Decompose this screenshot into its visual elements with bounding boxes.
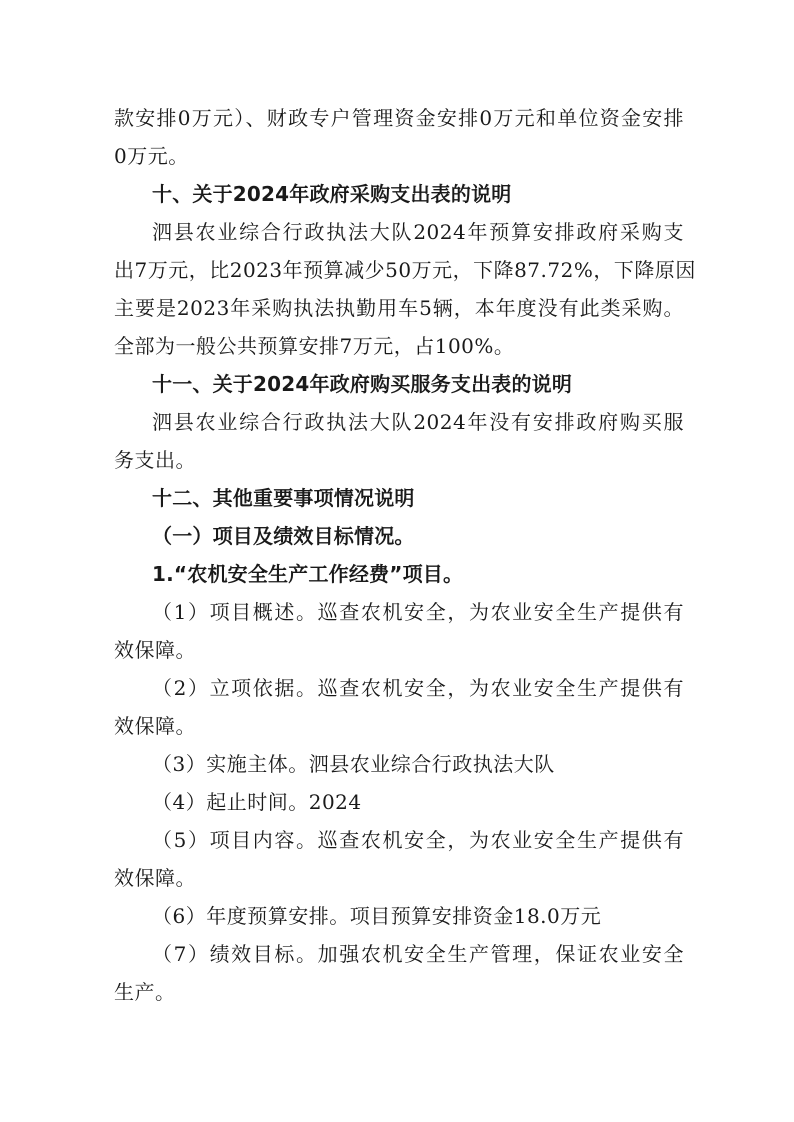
paragraph-line: 生产。 [114, 980, 176, 1004]
paragraph-line: 出7万元，比2023年预算减少50万元，下降87.72%，下降原因 [114, 258, 696, 282]
paragraph-line: 效保障。 [114, 714, 196, 738]
paragraph-line: 主要是2023年采购执法执勤用车5辆，本年度没有此类采购。 [114, 296, 684, 320]
paragraph-line: （6）年度预算安排。项目预算安排资金18.0万元 [152, 904, 602, 928]
section-heading: 十二、其他重要事项情况说明 [152, 486, 415, 510]
paragraph-line: 0万元。 [114, 144, 189, 168]
paragraph-line: （3）实施主体。泗县农业综合行政执法大队 [152, 752, 555, 776]
paragraph-line: 效保障。 [114, 866, 196, 890]
subsection-heading: （一）项目及绩效目标情况。 [152, 524, 415, 548]
paragraph-line: 款安排0万元）、财政专户管理资金安排0万元和单位资金安排 [114, 106, 684, 130]
paragraph-line: （4）起止时间。2024 [152, 790, 362, 814]
section-heading: 十一、关于2024年政府购买服务支出表的说明 [152, 372, 573, 396]
section-heading: 十、关于2024年政府采购支出表的说明 [152, 182, 512, 206]
paragraph-line: 泗县农业综合行政执法大队2024年预算安排政府采购支 [152, 220, 684, 244]
paragraph-line: 效保障。 [114, 638, 196, 662]
paragraph-line: 务支出。 [114, 448, 196, 472]
paragraph-line: 全部为一般公共预算安排7万元，占100%。 [114, 334, 515, 358]
paragraph-line: （1）项目概述。巡查农机安全，为农业安全生产提供有 [152, 600, 684, 624]
project-heading: 1.“农机安全生产工作经费”项目。 [152, 562, 464, 586]
paragraph-line: （5）项目内容。巡查农机安全，为农业安全生产提供有 [152, 828, 684, 852]
paragraph-line: （7）绩效目标。加强农机安全生产管理，保证农业安全 [152, 942, 684, 966]
paragraph-line: （2）立项依据。巡查农机安全，为农业安全生产提供有 [152, 676, 684, 700]
paragraph-line: 泗县农业综合行政执法大队2024年没有安排政府购买服 [152, 410, 684, 434]
